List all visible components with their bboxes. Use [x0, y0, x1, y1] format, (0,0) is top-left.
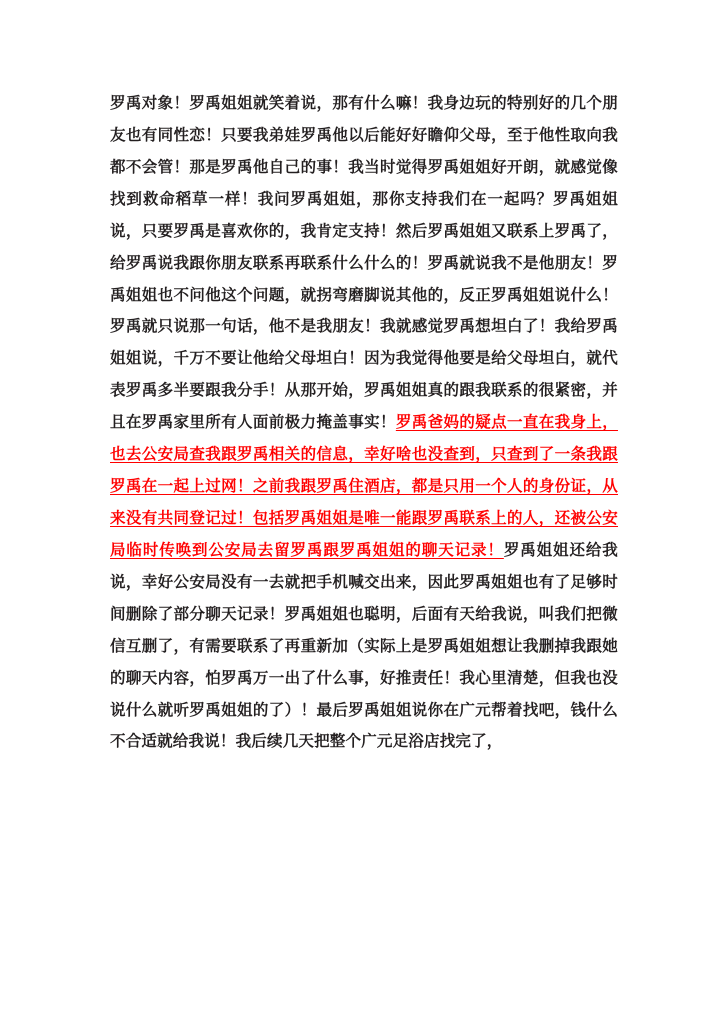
paragraph-segment-highlight: 罗禹爸妈的疑点一直在我身上，也去公安局查我跟罗禹相关的信息，幸好啥也没查到，只查到了一条我跟罗禹在一起上过网！之前我跟罗禹住酒店，都是只用一个人的身份证，从来没有共同登记过！包括罗禹姐姐是唯一能跟罗禹联系上的人，还被公安局临时传唤到公安局去留罗禹跟罗禹姐姐的聊天记录！	[110, 414, 618, 559]
paragraph-segment-black-2: 罗禹姐姐还给我说，幸好公安局没有一去就把手机喊交出来，因此罗禹姐姐也有了足够时间删除了部分聊天记录！罗禹姐姐也聪明，后面有天给我说，叫我们把微信互删了，有需要联系了再重新加（实际上是罗禹姐姐想让我删掉我跟她的聊天内容，怕罗禹万一出了什么事，好推责任！我心里清楚，但我也没说什么就听罗禹姐姐的了）！最后罗禹姐姐说你在广元帮着找吧，钱什么不合适就给我说！我后续几天把整个广元足浴店找完了，	[110, 541, 618, 751]
document-body	[110, 88, 618, 758]
paragraph-segment-black-1: 罗禹对象！罗禹姐姐就笑着说，那有什么嘛！我身边玩的特别好的几个朋友也有同性恋！只要我弟娃罗禹他以后能好好瞻仰父母，至于他性取向我都不会管！那是罗禹他自己的事！我当时觉得罗禹姐姐好开朗，就感觉像找到救命稻草一样！我问罗禹姐姐，那你支持我们在一起吗？罗禹姐姐说，只要罗禹是喜欢你的，我肯定支持！然后罗禹姐姐又联系上罗禹了，给罗禹说我跟你朋友联系再联系什么什么的！罗禹就说我不是他朋友！罗禹姐姐也不问他这个问题，就拐弯磨脚说其他的，反正罗禹姐姐说什么！罗禹就只说那一句话，他不是我朋友！我就感觉罗禹想坦白了！我给罗禹姐姐说，千万不要让他给父母坦白！因为我觉得他要是给父母坦白，就代表罗禹多半要跟我分手！从那开始，罗禹姐姐真的跟我联系的很紧密，并且在罗禹家里所有人面前极力掩盖事实！	[110, 95, 618, 432]
